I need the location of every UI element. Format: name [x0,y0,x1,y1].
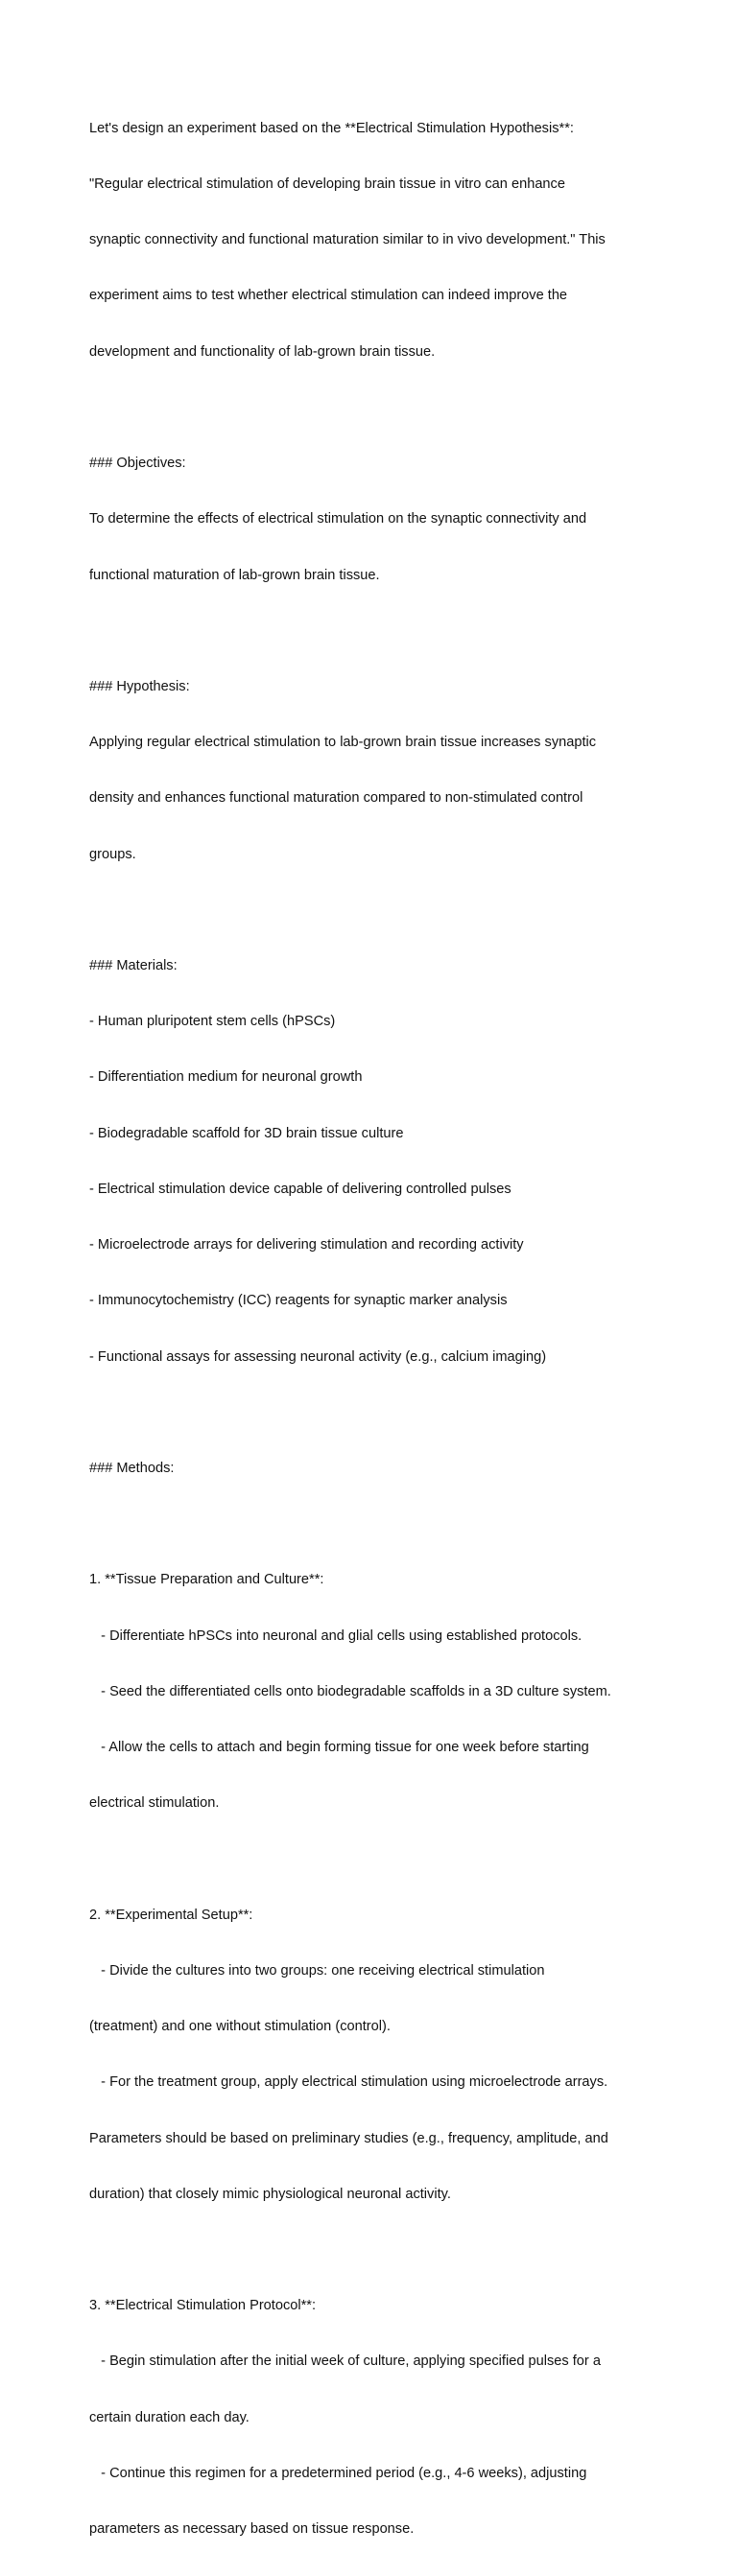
spacer [89,622,665,641]
materials-item: - Biodegradable scaffold for 3D brain tissue culture [89,1125,404,1141]
objectives-line: functional maturation of lab-grown brain tissue. [89,567,380,583]
spacer [89,1851,665,1869]
materials-item: - Differentiation medium for neuronal growth [89,1069,363,1086]
step-1-line: - Differentiate hPSCs into neuronal and glial cells using established protocols. [89,1628,582,1644]
step-2-line: Parameters should be based on preliminary studies (e.g., frequency, amplitude, and [89,2130,608,2146]
methods-heading-block [89,1422,665,1515]
step-1-line: - Allow the cells to attach and begin forming tissue for one week before starting [89,1740,589,1756]
intro-line: experiment aims to test whether electrical stimulation can indeed improve the [89,288,568,304]
intro-line: synaptic connectivity and functional maturation similar to in vivo development." This [89,232,606,248]
intro-line: development and functionality of lab-grown brain tissue. [89,343,436,360]
step-2-title: 2. **Experimental Setup**: [89,1907,253,1923]
step-3-line: parameters as necessary based on tissue response. [89,2521,415,2538]
step-1-title: 1. **Tissue Preparation and Culture**: [89,1572,324,1588]
step-1-line: electrical stimulation. [89,1795,220,1812]
methods-heading: ### Methods: [89,1461,175,1476]
document-page [89,82,665,2576]
materials-section [89,920,665,1404]
step-1-line: - Seed the differentiated cells onto biodegradable scaffolds in a 3D culture system. [89,1683,611,1699]
spacer [89,1404,665,1422]
step-2-line: (treatment) and one without stimulation (control). [89,2019,391,2035]
objectives-heading: ### Objectives: [89,456,186,472]
methods-step-1 [89,1534,665,1851]
materials-item: - Electrical stimulation device capable of delivering controlled pulses [89,1181,511,1197]
materials-item: - Functional assays for assessing neuronal activity (e.g., calcium imaging) [89,1348,547,1365]
hypothesis-line: density and enhances functional maturation compared to non-stimulated control [89,790,583,807]
objectives-section [89,417,665,621]
step-3-line: certain duration each day. [89,2409,250,2425]
methods-step-2 [89,1869,665,2241]
materials-item: - Human pluripotent stem cells (hPSCs) [89,1014,336,1030]
objectives-line: To determine the effects of electrical stimulation on the synaptic connectivity and [89,511,587,527]
step-3-line: - Continue this regimen for a predetermined period (e.g., 4-6 weeks), adjusting [89,2465,587,2481]
spacer [89,902,665,920]
hypothesis-section [89,641,665,902]
hypothesis-line: Applying regular electrical stimulation to lab-grown brain tissue increases synaptic [89,735,597,751]
spacer [89,2241,665,2260]
intro-paragraph [89,82,665,399]
step-3-line: - Begin stimulation after the initial week of culture, applying specified pulses for a [89,2354,601,2370]
step-2-line: - Divide the cultures into two groups: one receiving electrical stimulation [89,1962,545,1979]
materials-item: - Immunocytochemistry (ICC) reagents for synaptic marker analysis [89,1293,508,1309]
step-2-line: duration) that closely mimic physiological neuronal activity. [89,2186,451,2202]
spacer [89,1515,665,1534]
step-2-line: - For the treatment group, apply electrical stimulation using microelectrode arrays. [89,2074,608,2091]
hypothesis-line: groups. [89,846,136,862]
hypothesis-heading: ### Hypothesis: [89,678,190,694]
methods-step-3 [89,2260,665,2576]
materials-heading: ### Materials: [89,958,178,974]
intro-line: "Regular electrical stimulation of developing brain tissue in vitro can enhance [89,176,565,193]
materials-item: - Microelectrode arrays for delivering stimulation and recording activity [89,1237,524,1253]
spacer [89,399,665,417]
intro-line: Let's design an experiment based on the **Electrical Stimulation Hypothesis**: [89,120,574,136]
step-3-title: 3. **Electrical Stimulation Protocol**: [89,2298,317,2314]
